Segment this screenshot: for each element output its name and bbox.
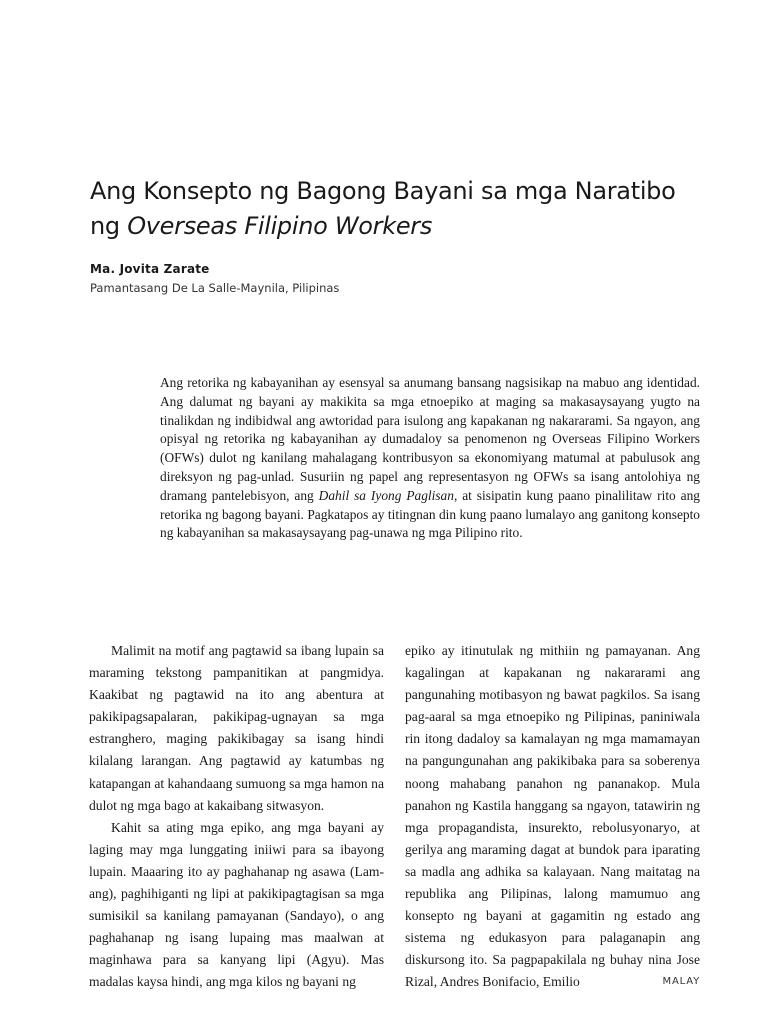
author-name: Ma. Jovita Zarate xyxy=(90,262,210,276)
author-affiliation: Pamantasang De La Salle-Maynila, Pilipinas xyxy=(90,281,340,295)
body-column-left xyxy=(89,640,384,994)
abstract-italic-title: Dahil sa Iyong Paglisan xyxy=(318,487,454,503)
title-line-2-italic: Overseas Filipino Workers xyxy=(127,212,433,240)
abstract-text-part-2: , at sisipatin kung paano pinalilitaw rito ang retorika ng bagong bayani. Pagkatapos ay titingnan din kung paano lumalayo ang ganitong konsepto ng kabayanihan sa makasaysayang pag-unawa ng mga Pilipino rito. xyxy=(160,487,700,541)
body-column-right xyxy=(405,640,700,994)
body-paragraph: epiko ay itinutulak ng mithiin ng pamayanan. Ang kagalingan at kapakanan ng nakararami ang pangunahing motibasyon ng bawat pagkilos. Sa isang pag-aaral sa mga etnoepiko ng Pilipinas, paniniwala rin itong dadaloy sa kamalayan ng mga mamamayan na pangungunahan ang pakikibaka para sa soberenya noong mahabang panahon ng pananakop. Mula panahon ng Kastila hanggang sa ngayon, tatawirin ng mga propagandista, insurekto, rebolusyonaryo, at gerilya ang maraming dagat at bundok para iparating sa madla ang adhika sa kalayaan. Nang maitatag na republika ang Pilipinas, lalong mamumuo ang konsepto ng bayani at gagamitin ng estado ang sistema ng edukasyon para palaganapin ang diskursong ito. Sa pagpapakilala ng buhay nina Jose Rizal, Andres Bonifacio, Emilio xyxy=(405,643,700,990)
abstract-text-part-1: Ang retorika ng kabayanihan ay esensyal sa anumang bansang nagsisikap na mabuo ang identidad. Ang dalumat ng bayani ay makikita sa mga etnoepiko at maging sa makasaysayang yugto na tinalikdan ng indibidwal ang awtoridad para isulong ang kapakanan ng nakararami. Sa ngayon, ang opisyal ng retorika ng kabayanihan ay dumadaloy sa penomenon ng Overseas Filipino Workers (OFWs) dulot ng kanilang mahalagang kontribusyon sa ekonomiyang matumal at pabulusok ang direksyon ng pag-unlad. Susuriin ng papel ang representasyon ng OFWs sa isang antolohiya ng dramang pantelebisyon, ang xyxy=(160,375,700,503)
title-line-2-prefix: ng xyxy=(90,212,128,240)
title-line-1: Ang Konsepto ng Bagong Bayani sa mga Naratibo xyxy=(90,177,676,205)
abstract xyxy=(160,374,700,543)
article-title xyxy=(90,174,730,244)
body-paragraph: Kahit sa ating mga epiko, ang mga bayani ay laging may mga lunggating iniiwi para sa ibayong lupain. Maaaring ito ay paghahanap ng asawa (Lam-ang), paghihiganti ng lipi at pakikipagtagisan sa mga sumisikil sa kanilang pamayanan (Sandayo), o ang paghahanap ng isang lupaing mas maalwan at maginhawa para sa kanyang lipi (Agyu). Mas madalas kaysa hindi, ang mga kilos ng bayani ng xyxy=(89,819,384,990)
body-paragraph: Malimit na motif ang pagtawid sa ibang lupain sa maraming tekstong pampanitikan at pangmidya. Kaakibat ng pagtawid na ito ang abentura at pakikipagsapalaran, pakikipag-ugnayan sa mga estranghero, maging pakikibagay sa isang hindi kilalang larangan. Ang pagtawid ay katumbas ng katapangan at kahandaang sumuong sa mga hamon na dulot ng mga bago at kakaibang sitwasyon. xyxy=(89,643,384,813)
journal-footer: MALAY xyxy=(662,976,700,987)
